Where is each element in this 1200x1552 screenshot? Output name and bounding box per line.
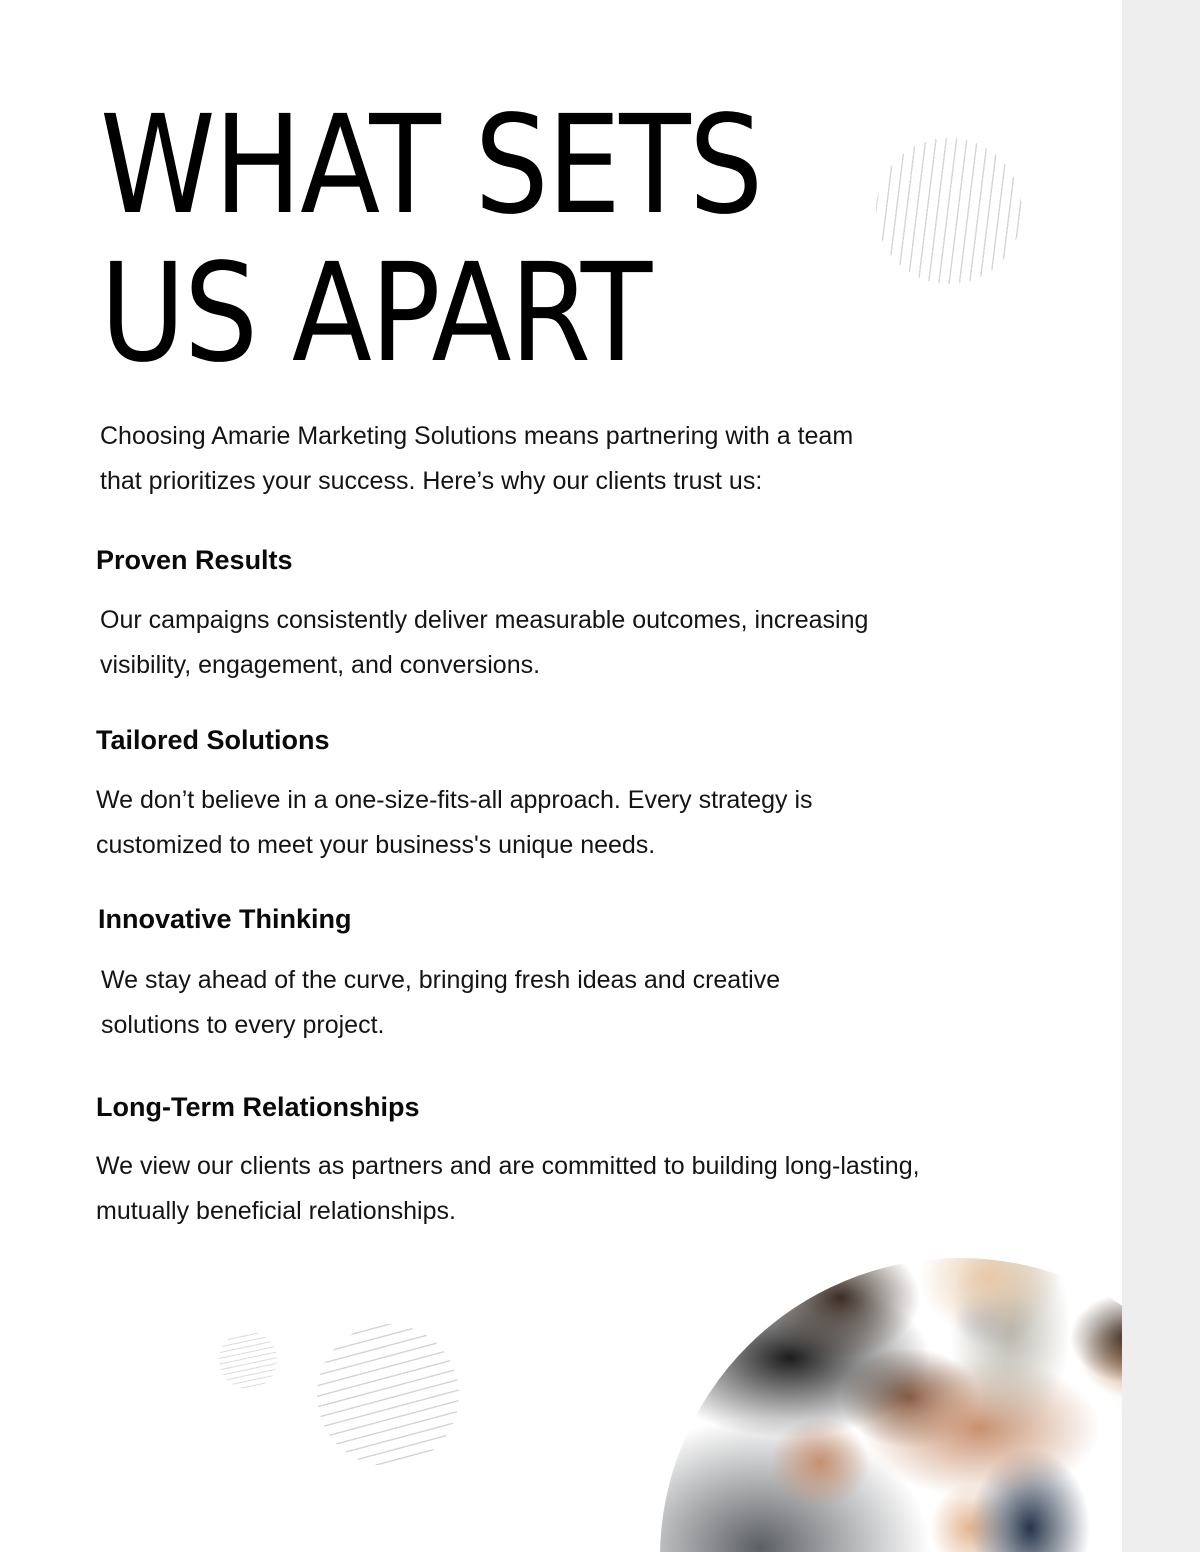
feature-title-proven-results: Proven Results (96, 545, 293, 575)
striped-circle-decoration-large (317, 1324, 459, 1466)
striped-circle-decoration-top (876, 138, 1022, 284)
feature-text-line: customized to meet your business's unique needs. (96, 831, 656, 859)
team-fist-bump-photo (660, 1258, 1122, 1552)
feature-text-proven-results (100, 598, 868, 688)
feature-title-innovative-thinking: Innovative Thinking (98, 904, 352, 934)
feature-text-line: We don’t believe in a one-size-fits-all approach. Every strategy is (96, 786, 813, 814)
page-title-line-2: US APART (100, 235, 651, 393)
feature-text-line: We stay ahead of the curve, bringing fresh ideas and creative (101, 966, 781, 994)
feature-text-innovative-thinking (101, 958, 780, 1048)
feature-text-line: solutions to every project. (101, 1011, 385, 1039)
intro-line-1: Choosing Amarie Marketing Solutions means partnering with a team (100, 422, 854, 450)
page-title-line-1: WHAT SETS (100, 87, 762, 245)
feature-text-line: visibility, engagement, and conversions. (100, 651, 541, 679)
feature-title-long-term-relationships: Long-Term Relationships (96, 1092, 420, 1122)
feature-text-line: We view our clients as partners and are committed to building long-lasting, (96, 1152, 920, 1180)
intro-paragraph (100, 414, 1000, 504)
side-gray-strip (1122, 0, 1200, 1552)
feature-title-tailored-solutions: Tailored Solutions (96, 725, 330, 755)
page-title (100, 87, 762, 393)
feature-text-line: mutually beneficial relationships. (96, 1197, 456, 1225)
feature-text-line: Our campaigns consistently deliver measurable outcomes, increasing (100, 606, 869, 634)
feature-text-tailored-solutions (96, 778, 813, 868)
striped-circle-decoration-small (219, 1331, 277, 1389)
feature-text-long-term-relationships (96, 1144, 920, 1234)
intro-line-2: that prioritizes your success. Here’s why our clients trust us: (100, 467, 763, 495)
